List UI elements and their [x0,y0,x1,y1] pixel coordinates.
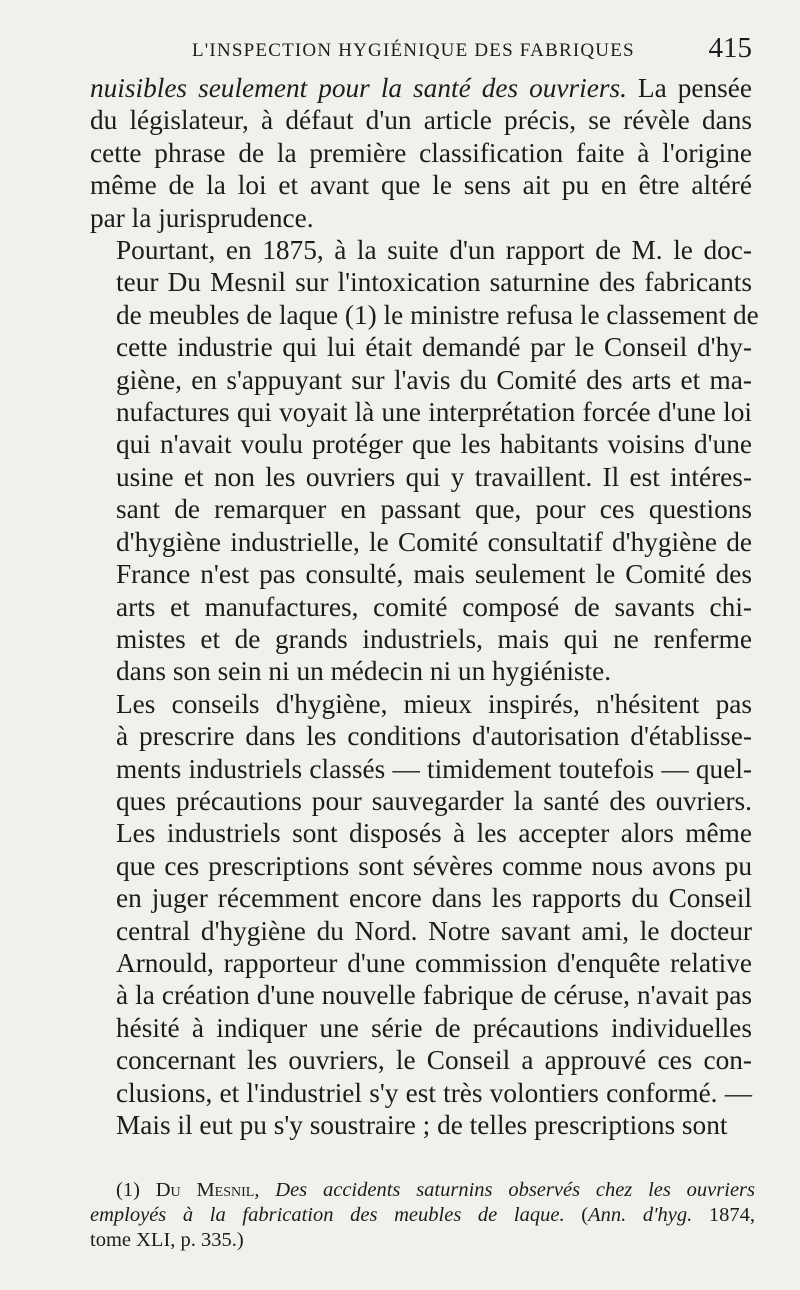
line-text: Mais il eut pu s'y soustraire ; de telles prescriptions sont [116,1110,728,1140]
line-text: cette phrase de la première classification faite à l'origine [90,137,752,168]
line-text: même de la loi et avant que le sens ait pu en être altéré [90,170,752,201]
text-line [90,526,752,558]
text-line [90,655,752,687]
line-text: nufactures qui voyait là une interprétation forcée d'une loi [116,397,752,428]
text-line [90,623,752,655]
footnote-title: Des accidents saturnins observés chez les ouvriers [275,1179,756,1201]
body-text [90,72,759,1141]
text-line [90,1012,752,1044]
footnote-journal: Ann. d'hyg. [588,1204,693,1226]
line-text: mistes et de grands industriels, mais qui ne renferme [116,623,752,654]
running-head [90,32,752,72]
line-text: en juger récemment encore dans les rapports du Conseil [116,883,752,914]
line-text: de meubles de laque (1) le ministre refusa le classement de [116,299,759,330]
footnote-line [90,1178,755,1203]
text-line [90,720,752,752]
footnote-line [90,1203,755,1228]
line-text: Arnould, rapporteur d'une commission d'enquête relative [116,947,752,978]
line-text: arts et manufactures, comité composé de savants chi- [116,591,752,622]
line-text: à la création d'une nouvelle fabrique de céruse, n'avait pas [116,980,752,1011]
line-text: du législateur, à défaut d'un article précis, se révèle dans [90,105,752,136]
text-line [90,461,752,493]
text-line [90,785,752,817]
text-line [90,753,752,785]
paragraph [90,688,752,1142]
line-text: La pensée [626,73,752,103]
paragraph [90,234,759,688]
page-number: 415 [708,32,752,64]
text-line [90,202,752,234]
text-line [90,266,752,298]
text-line [90,688,752,720]
text-line [90,72,752,104]
text-line [90,364,752,396]
line-text: à prescrire dans les conditions d'autorisation d'établisse- [116,721,752,752]
line-text: teur Du Mesnil sur l'intoxication saturnine des fabricants [116,267,752,298]
line-text: cette industrie qui lui était demandé par le Conseil d'hy- [116,332,752,363]
footnote-marker: (1) [116,1179,140,1201]
text-line [90,882,752,914]
line-text: Les conseils d'hygiène, mieux inspirés, n'hésitent pas [116,688,752,719]
footnote [90,1178,755,1253]
text-line [90,137,752,169]
line-text: hésité à indiquer une série de précautions individuelles [116,1012,752,1043]
text-line [90,396,752,428]
text-line [90,947,752,979]
text-line [90,493,752,525]
footnote-paren: ( [564,1204,589,1226]
line-text: d'hygiène industrielle, le Comité consultatif d'hygiène de [116,526,752,557]
line-text: Pourtant, en 1875, à la suite d'un rapport de M. le doc- [116,235,752,266]
text-line [90,234,752,266]
text-line [90,850,752,882]
line-text: clusions, et l'industriel s'y est très volontiers conformé. — [116,1077,752,1108]
footnote-author: Du Mesnil, [155,1179,260,1201]
line-text: que ces prescriptions sont sévères comme nous avons pu [116,850,752,881]
footnote-line [90,1228,755,1253]
line-text: giène, en s'appuyant sur l'avis du Comité des arts et ma- [116,364,752,395]
footnote-title: employés à la fabrication des meubles de laque. [90,1204,565,1226]
text-line [90,915,752,947]
text-line [90,558,752,590]
text-line [90,817,752,849]
running-title: L'INSPECTION HYGIÉNIQUE DES FABRIQUES [192,40,635,61]
line-text: ques précautions pour sauvegarder la santé des ouvriers. [116,785,752,816]
text-line [90,1077,752,1109]
line-text: concernant les ouvriers, le Conseil a approuvé ces con- [116,1045,752,1076]
line-text: sant de remarquer en passant que, pour ces questions [116,494,752,525]
line-text: ments industriels classés — timidement toutefois — quel- [116,753,752,784]
line-text: usine et non les ouvriers qui y travaillent. Il est intéres- [116,461,752,492]
text-line [90,979,752,1011]
text-line [90,428,752,460]
text-line [90,299,759,331]
line-text: central d'hygiène du Nord. Notre savant ami, le docteur [116,915,752,946]
line-text: Les industriels sont disposés à les accepter alors même [116,818,752,849]
italic-phrase: nuisibles seulement pour la santé des ouvriers. [90,73,627,103]
line-text: France n'est pas consulté, mais seulement le Comité des [116,559,752,590]
text-line [90,169,752,201]
text-line [90,591,752,623]
paragraph [90,72,752,234]
line-text: par la jurisprudence. [90,202,314,233]
footnote-year: 1874, [692,1204,756,1226]
text-line [90,331,752,363]
text-line [90,1109,752,1141]
line-text: qui n'avait voulu protéger que les habitants voisins d'une [116,429,752,460]
line-text: dans son sein ni un médecin ni un hygiéniste. [116,656,612,687]
footnote-volume: tome XLI, p. 335.) [90,1229,244,1251]
text-line [90,104,752,136]
text-line [90,1044,752,1076]
